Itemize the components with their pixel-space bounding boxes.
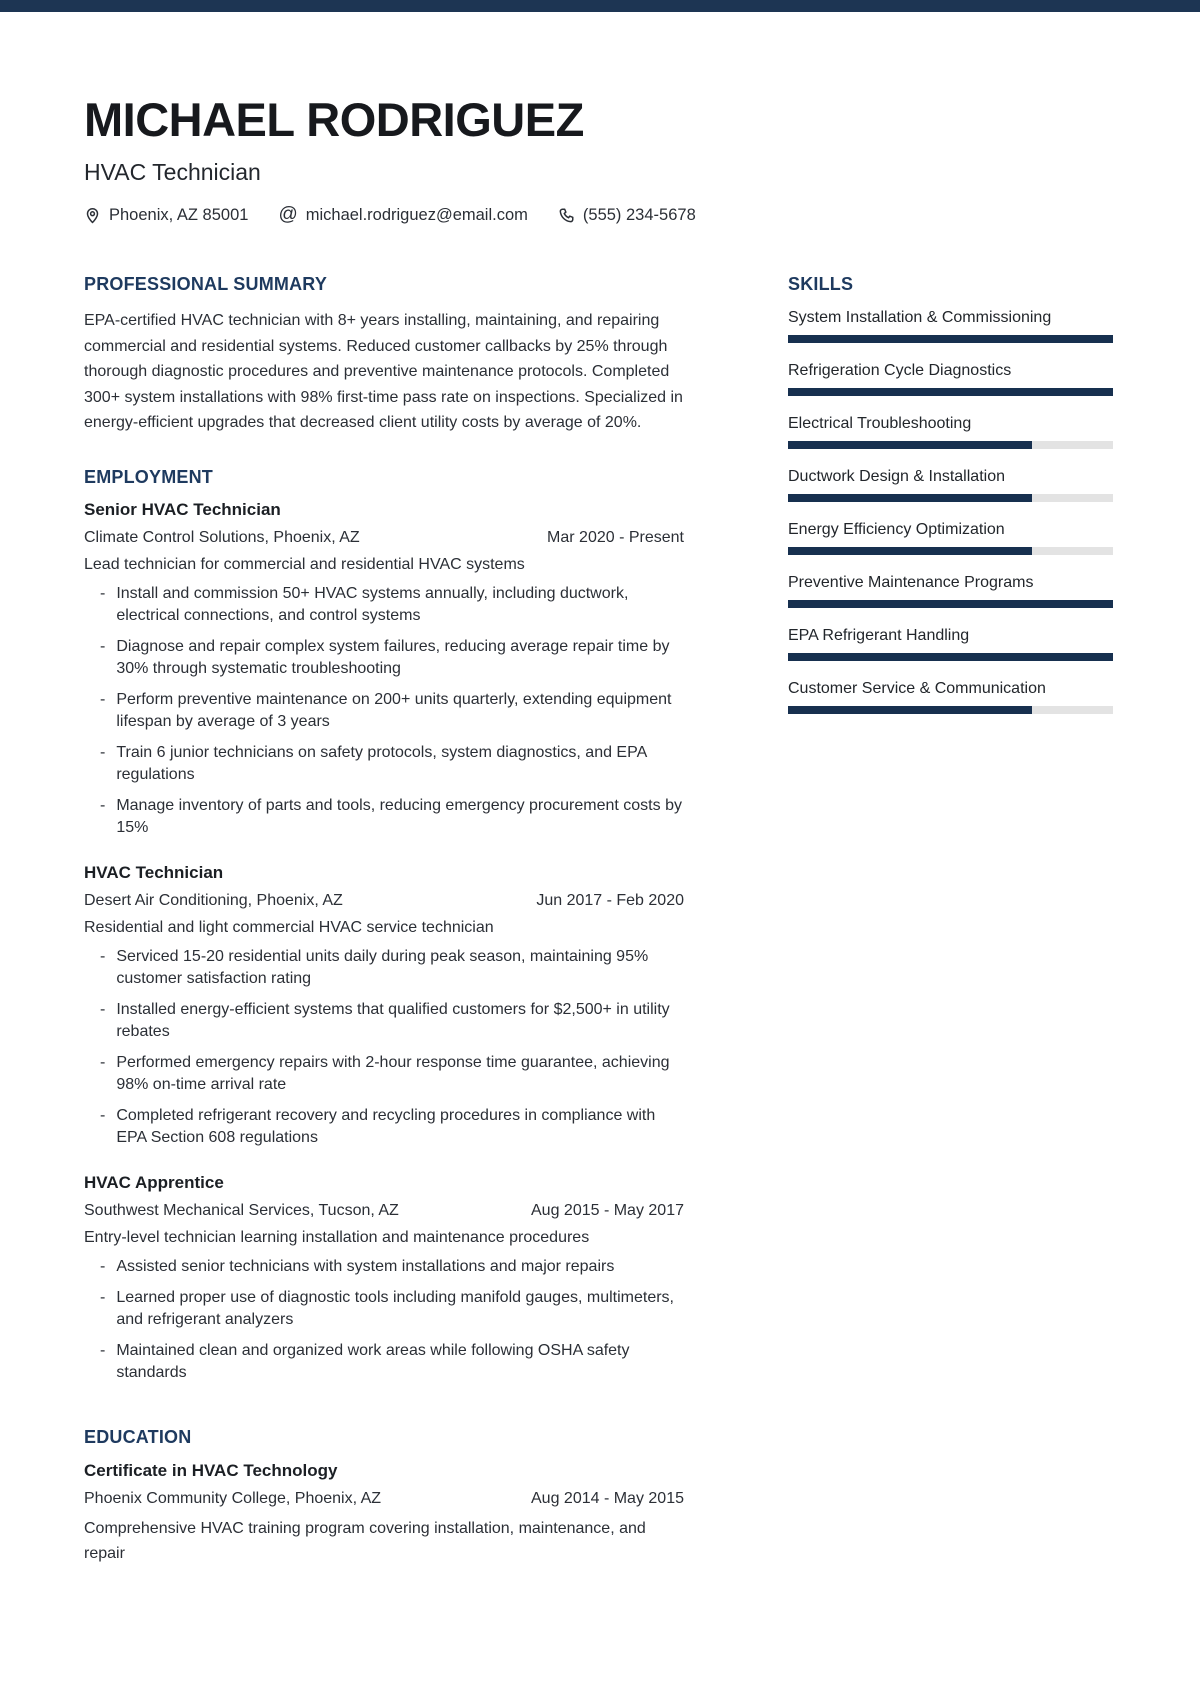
- bullet-item: [100, 1256, 684, 1278]
- employment-section: [84, 468, 684, 1384]
- skill-bar-fill: [788, 653, 1113, 661]
- skill-item: [788, 520, 1113, 555]
- professional-summary-section: [84, 275, 684, 436]
- bullet-text: - Diagnose and repair complex system failures, reducing average repair time by 30% through systematic troubleshooting: [116, 637, 670, 677]
- job-entry: [84, 1173, 684, 1384]
- phone-icon: [558, 207, 575, 224]
- education-description: Comprehensive HVAC training program covering installation, maintenance, and repair: [84, 1519, 646, 1562]
- bullet-text: - Performed emergency repairs with 2-hour response time guarantee, achieving 98% on-time arrival rate: [116, 1053, 670, 1093]
- contact-email-text: michael.rodriguez@email.com: [305, 206, 528, 224]
- skill-bar-fill: [788, 494, 1032, 502]
- skill-label: Customer Service & Communication: [788, 680, 1046, 697]
- bullet-list: [84, 946, 684, 1149]
- education-section: [84, 1428, 684, 1567]
- company-name: Southwest Mechanical Services, Tucson, AZ: [84, 1201, 399, 1219]
- skill-item: [788, 414, 1113, 449]
- skills-heading: SKILLS: [788, 274, 854, 294]
- contact-location: [84, 205, 248, 225]
- contact-row: [84, 205, 1113, 225]
- skill-label: Preventive Maintenance Programs: [788, 574, 1034, 591]
- skill-label: Energy Efficiency Optimization: [788, 521, 1005, 538]
- skill-bar-fill: [788, 335, 1113, 343]
- skill-bar-track: [788, 335, 1113, 343]
- bullet-list: [84, 1256, 684, 1384]
- skill-item: [788, 573, 1113, 608]
- role-subtitle: Residential and light commercial HVAC service technician: [84, 918, 494, 936]
- bullet-text: - Assisted senior technicians with system installations and major repairs: [116, 1257, 615, 1275]
- main-column: [84, 275, 684, 1567]
- education-school: Phoenix Community College, Phoenix, AZ: [84, 1489, 382, 1507]
- bullet-item: [100, 1105, 684, 1149]
- bullet-list: [84, 583, 684, 839]
- skill-item: [788, 679, 1113, 714]
- bullet-item: [100, 742, 684, 786]
- location-pin-icon: [84, 207, 101, 224]
- skill-bar-track: [788, 441, 1113, 449]
- education-degree: Certificate in HVAC Technology: [84, 1460, 338, 1480]
- skill-item: [788, 308, 1113, 343]
- summary-text: EPA-certified HVAC technician with 8+ years installing, maintaining, and repairing commercial and residential systems. Reduced customer callbacks by 25% through thorough diagnostic procedures and preventive maintenance protocols. Completed 300+ system installations with 98% first-time pass rate on inspections. Specialized in energy-efficient upgrades that decreased client utility costs by average of 20%.: [84, 312, 683, 431]
- contact-email: [278, 205, 527, 225]
- employment-heading: EMPLOYMENT: [84, 466, 214, 487]
- company-row: [84, 891, 684, 911]
- job-dates: Aug 2015 - May 2017: [531, 1201, 684, 1219]
- bullet-item: [100, 636, 684, 680]
- contact-phone: [558, 205, 696, 225]
- contact-location-text: Phoenix, AZ 85001: [109, 206, 249, 224]
- skill-bar-track: [788, 600, 1113, 608]
- bullet-item: [100, 1287, 684, 1331]
- summary-heading: PROFESSIONAL SUMMARY: [84, 274, 328, 294]
- education-dates: Aug 2014 - May 2015: [531, 1489, 684, 1507]
- company-name: Climate Control Solutions, Phoenix, AZ: [84, 528, 360, 546]
- bullet-item: [100, 795, 684, 839]
- job-entry: [84, 500, 684, 839]
- bullet-item: [100, 583, 684, 627]
- skill-label: Electrical Troubleshooting: [788, 415, 972, 432]
- bullet-text: - Completed refrigerant recovery and recycling procedures in compliance with EPA Section 608 regulations: [116, 1106, 656, 1146]
- company-name: Desert Air Conditioning, Phoenix, AZ: [84, 891, 343, 909]
- skill-bar-track: [788, 706, 1113, 714]
- bullet-item: [100, 689, 684, 733]
- bullet-text: - Serviced 15-20 residential units daily during peak season, maintaining 95% customer satisfaction rating: [116, 947, 649, 987]
- job-title: Senior HVAC Technician: [84, 499, 281, 519]
- role-subtitle: Lead technician for commercial and residential HVAC systems: [84, 555, 525, 573]
- skill-label: EPA Refrigerant Handling: [788, 627, 970, 644]
- company-row: [84, 528, 684, 548]
- skills-sidebar: [788, 275, 1113, 1567]
- skill-bar-track: [788, 388, 1113, 396]
- education-school-row: [84, 1489, 684, 1509]
- role-subtitle: Entry-level technician learning installation and maintenance procedures: [84, 1228, 590, 1246]
- at-sign-icon: @: [278, 204, 298, 225]
- skill-label: Ductwork Design & Installation: [788, 468, 1005, 485]
- contact-phone-text: (555) 234-5678: [582, 206, 696, 224]
- bullet-item: [100, 946, 684, 990]
- skill-item: [788, 626, 1113, 661]
- job-entry: [84, 863, 684, 1149]
- education-heading: EDUCATION: [84, 1426, 192, 1447]
- skill-bar-track: [788, 653, 1113, 661]
- resume-header: [0, 12, 1200, 225]
- skill-bar-fill: [788, 706, 1032, 714]
- bullet-text: - Install and commission 50+ HVAC systems annually, including ductwork, electrical connections, and control systems: [116, 584, 629, 624]
- skill-bar-fill: [788, 441, 1032, 449]
- job-title: HVAC Apprentice: [84, 1172, 224, 1192]
- job-dates: Jun 2017 - Feb 2020: [536, 891, 684, 909]
- candidate-name: MICHAEL RODRIGUEZ: [84, 93, 584, 146]
- bullet-text: - Learned proper use of diagnostic tools including manifold gauges, multimeters, and refrigerant analyzers: [116, 1288, 674, 1328]
- job-title: HVAC Technician: [84, 862, 224, 882]
- skill-label: Refrigeration Cycle Diagnostics: [788, 362, 1012, 379]
- bullet-text: - Train 6 junior technicians on safety protocols, system diagnostics, and EPA regulations: [116, 743, 647, 783]
- job-dates: Mar 2020 - Present: [547, 528, 684, 546]
- company-row: [84, 1201, 684, 1221]
- bullet-item: [100, 1340, 684, 1384]
- bullet-text: - Manage inventory of parts and tools, reducing emergency procurement costs by 15%: [116, 796, 682, 836]
- skill-bar-track: [788, 494, 1113, 502]
- skill-bar-fill: [788, 547, 1032, 555]
- bullet-item: [100, 999, 684, 1043]
- skill-bar-fill: [788, 600, 1113, 608]
- bullet-text: - Installed energy-efficient systems that qualified customers for $2,500+ in utility rebates: [116, 1000, 670, 1040]
- skill-item: [788, 467, 1113, 502]
- bullet-item: [100, 1052, 684, 1096]
- bullet-text: - Maintained clean and organized work areas while following OSHA safety standards: [116, 1341, 630, 1381]
- resume-body: [0, 225, 1200, 1567]
- bullet-text: - Perform preventive maintenance on 200+ units quarterly, extending equipment lifespan by average of 3 years: [116, 690, 672, 730]
- top-accent-bar: [0, 0, 1200, 12]
- candidate-title: HVAC Technician: [84, 159, 261, 185]
- skill-bar-track: [788, 547, 1113, 555]
- skill-item: [788, 361, 1113, 396]
- skill-bar-fill: [788, 388, 1113, 396]
- skill-label: System Installation & Commissioning: [788, 309, 1052, 326]
